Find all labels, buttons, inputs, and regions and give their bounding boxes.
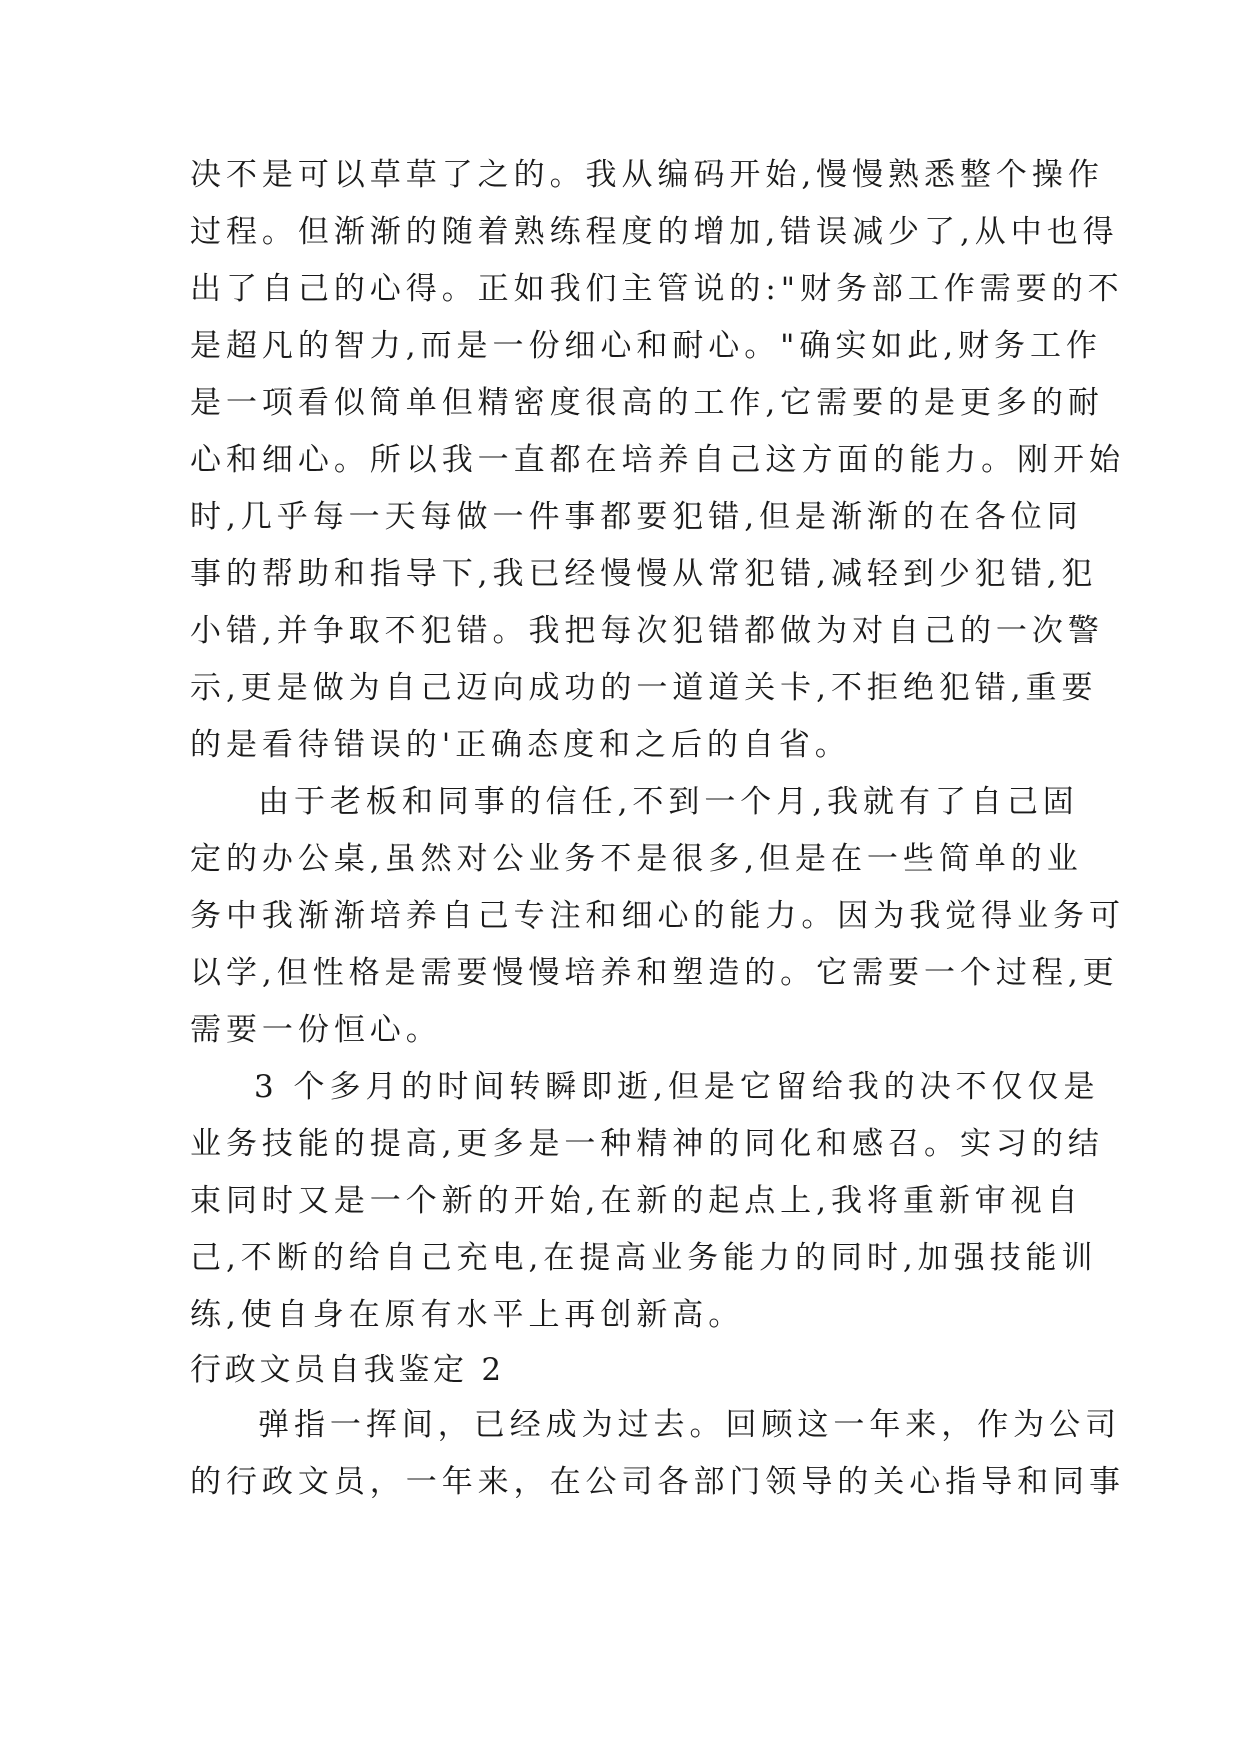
body-text-line: 的是看待错误的'正确态度和之后的自省。 [190, 727, 851, 763]
body-text-line: 的行政文员，一年来，在公司各部门领导的关心指导和同事 [190, 1464, 1125, 1500]
section-heading: 行政文员自我鉴定 2 [190, 1352, 505, 1388]
body-text-line: 定的办公桌,虽然对公业务不是很多,但是在一些简单的业 [190, 841, 1083, 877]
body-text-line: 决不是可以草草了之的。我从编码开始,慢慢熟悉整个操作 [190, 157, 1104, 193]
body-text-line: 己,不断的给自己充电,在提高业务能力的同时,加强技能训 [190, 1240, 1098, 1276]
body-text-line: 示,更是做为自己迈向成功的一道道关卡,不拒绝犯错,重要 [190, 670, 1098, 706]
body-text-line: 是超凡的智力,而是一份细心和耐心。"确实如此,财务工作 [190, 328, 1102, 364]
body-text-line: 出了自己的心得。正如我们主管说的:"财务部工作需要的不 [190, 271, 1124, 307]
body-text-line: 心和细心。所以我一直都在培养自己这方面的能力。刚开始 [190, 442, 1125, 478]
paragraph-first-line: 3 个多月的时间转瞬即逝,但是它留给我的决不仅仅是 [254, 1069, 1100, 1105]
body-text-line: 需要一份恒心。 [190, 1012, 442, 1048]
paragraph-first-line: 由于老板和同事的信任,不到一个月,我就有了自己固 [258, 784, 1079, 820]
body-text-line: 练,使自身在原有水平上再创新高。 [190, 1297, 745, 1333]
body-text-line: 是一项看似简单但精密度很高的工作,它需要的是更多的耐 [190, 385, 1104, 421]
body-text-line: 务中我渐渐培养自己专注和细心的能力。因为我觉得业务可 [190, 898, 1125, 934]
body-text-line: 时,几乎每一天每做一件事都要犯错,但是渐渐的在各位同 [190, 499, 1083, 535]
body-text-line: 过程。但渐渐的随着熟练程度的增加,错误减少了,从中也得 [190, 214, 1119, 250]
body-text-line: 束同时又是一个新的开始,在新的起点上,我将重新审视自 [190, 1183, 1083, 1219]
body-text-line: 以学,但性格是需要慢慢培养和塑造的。它需要一个过程,更 [190, 955, 1119, 991]
body-text-line: 事的帮助和指导下,我已经慢慢从常犯错,减轻到少犯错,犯 [190, 556, 1098, 592]
body-text-line: 业务技能的提高,更多是一种精神的同化和感召。实习的结 [190, 1126, 1104, 1162]
body-text-line: 小错,并争取不犯错。我把每次犯错都做为对自己的一次警 [190, 613, 1104, 649]
paragraph-first-line: 弹指一挥间，已经成为过去。回顾这一年来，作为公司 [258, 1407, 1122, 1443]
